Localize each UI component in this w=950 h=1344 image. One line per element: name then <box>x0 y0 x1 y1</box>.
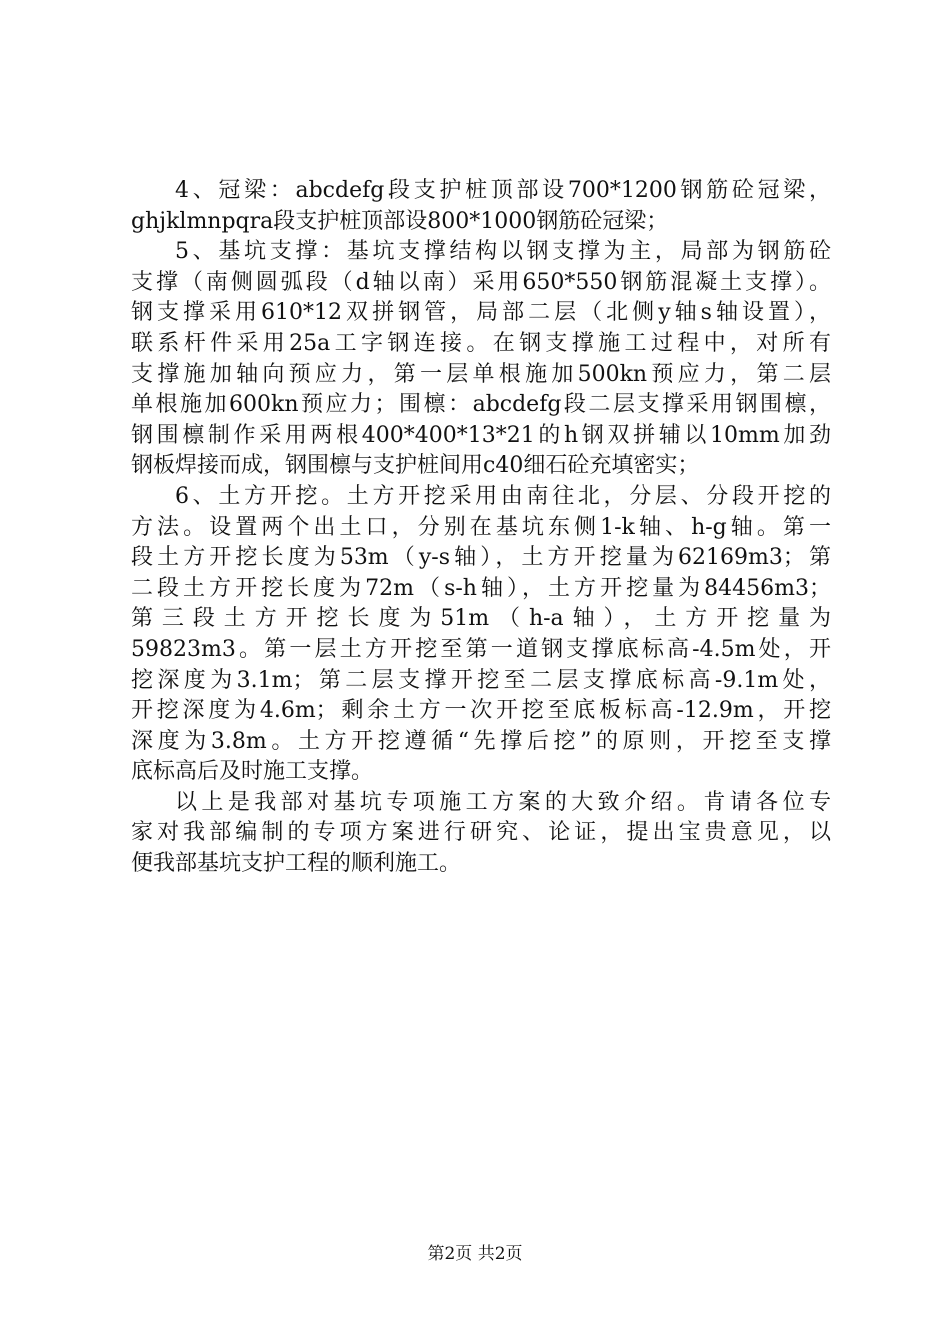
paragraph-line: 4、冠梁：abcdefg段支护桩顶部设700*1200钢筋砼冠梁， <box>175 178 831 203</box>
paragraph-crown-beam <box>131 176 831 237</box>
paragraph-line: ghjklmnpqra段支护桩顶部设800*1000钢筋砼冠梁； <box>131 208 669 234</box>
paragraph-line: 第三段土方开挖长度为51m（h-a轴），土方开挖量为 <box>131 606 831 632</box>
paragraph-line: 支撑（南侧圆弧段（d轴以南）采用650*550钢筋混凝土支撑）。 <box>131 269 831 295</box>
page-footer <box>0 1243 950 1265</box>
paragraph-line: 挖深度为3.1m；第二层支撑开挖至二层支撑底标高-9.1m处， <box>131 667 831 693</box>
paragraph-line: 5、基坑支撑：基坑支撑结构以钢支撑为主，局部为钢筋砼 <box>175 239 831 265</box>
paragraph-line: 家对我部编制的专项方案进行研究、论证，提出宝贵意见，以 <box>131 820 831 846</box>
paragraph-line: 方法。设置两个出土口，分别在基坑东侧1-k轴、h-g轴。第一 <box>131 514 831 540</box>
document-body <box>131 176 831 880</box>
paragraph-line: 深度为3.8m。土方开挖遵循“先撑后挖”的原则，开挖至支撑 <box>131 728 831 754</box>
paragraph-line: 二段土方开挖长度为72m（s-h轴），土方开挖量为84456m3； <box>131 575 831 601</box>
paragraph-line: 便我部基坑支护工程的顺利施工。 <box>131 851 462 877</box>
paragraph-line: 6、土方开挖。土方开挖采用由南往北，分层、分段开挖的 <box>175 483 831 509</box>
paragraph-line: 底标高后及时施工支撑。 <box>131 759 374 785</box>
paragraph-line: 单根施加600kn预应力；围檩：abcdefg段二层支撑采用钢围檩， <box>131 392 831 418</box>
paragraph-line: 段土方开挖长度为53m（y-s轴），土方开挖量为62169m3；第 <box>131 545 831 571</box>
paragraph-line: 支撑施加轴向预应力，第一层单根施加500kn预应力，第二层 <box>131 361 831 387</box>
paragraph-line: 以上是我部对基坑专项施工方案的大致介绍。肯请各位专 <box>175 789 831 815</box>
paragraph-line: 钢支撑采用610*12双拼钢管，局部二层（北侧y轴s轴设置）， <box>131 300 831 326</box>
paragraph-line: 钢围檩制作采用两根400*400*13*21的h钢双拼辅以10mm加劲 <box>131 422 831 448</box>
paragraph-line: 开挖深度为4.6m；剩余土方一次开挖至底板标高-12.9m，开挖 <box>131 698 831 724</box>
paragraph-line: 联系杆件采用25a工字钢连接。在钢支撑施工过程中，对所有 <box>131 330 831 356</box>
paragraph-pit-support <box>131 237 831 482</box>
paragraph-excavation <box>131 482 831 788</box>
paragraph-conclusion <box>131 788 831 880</box>
paragraph-line: 59823m3。第一层土方开挖至第一道钢支撑底标高-4.5m处，开 <box>131 636 831 662</box>
paragraph-line: 钢板焊接而成，钢围檩与支护桩间用c40细石砼充填密实； <box>131 453 700 479</box>
page-number: 第2页 共2页 <box>427 1244 523 1264</box>
